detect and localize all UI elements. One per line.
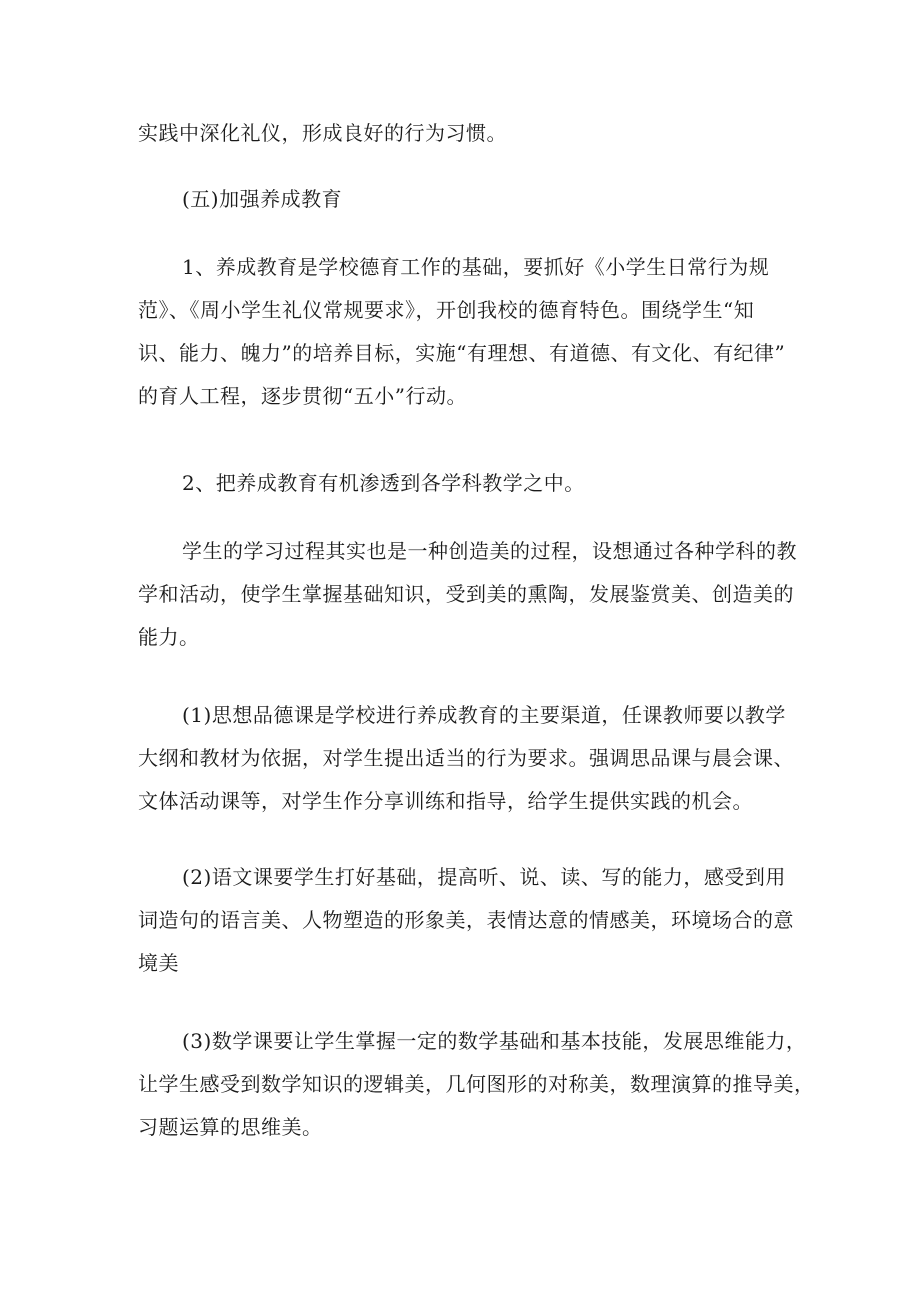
text-line: 学生的学习过程其实也是一种创造美的过程，设想通过各种学科的教 bbox=[182, 539, 797, 563]
text-line: 大纲和教材为依据，对学生提出适当的行为要求。强调思品课与晨会课、 bbox=[138, 746, 794, 770]
section-heading bbox=[138, 178, 798, 221]
text-line: (五)加强养成教育 bbox=[182, 187, 343, 211]
paragraph-subitem-3 bbox=[138, 1020, 815, 1149]
paragraph-item-2 bbox=[138, 462, 798, 505]
text-line: (3)数学课要让学生掌握一定的数学基础和基本技能，发展思维能力， bbox=[182, 1029, 807, 1053]
text-line: 习题运算的思维美。 bbox=[138, 1115, 323, 1139]
text-line: 的育人工程，逐步贯彻“五小”行动。 bbox=[138, 384, 467, 408]
text-line: 学和活动，使学生掌握基础知识，受到美的熏陶，发展鉴赏美、创造美的 bbox=[138, 582, 794, 606]
text-line: 范》、《周小学生礼仪常规要求》，开创我校的德育特色。围绕学生“知 bbox=[138, 298, 755, 322]
text-line: 境美 bbox=[138, 951, 179, 975]
paragraph-subitem-2 bbox=[138, 856, 798, 985]
paragraph-continuation bbox=[138, 112, 798, 155]
text-line: (2)语文课要学生打好基础，提高听、说、读、写的能力，感受到用 bbox=[182, 865, 786, 889]
text-line: (1)思想品德课是学校进行养成教育的主要渠道，任课教师要以教学 bbox=[182, 703, 786, 727]
text-line: 识、能力、魄力”的培养目标，实施“有理想、有道德、有文化、有纪律” bbox=[138, 341, 786, 365]
paragraph-body bbox=[138, 530, 798, 659]
text-line: 能力。 bbox=[138, 625, 200, 649]
text-line: 词造句的语言美、人物塑造的形象美，表情达意的情感美，环境场合的意 bbox=[138, 908, 794, 932]
paragraph-subitem-1 bbox=[138, 694, 798, 823]
text-line: 文体活动课等，对学生作分享训练和指导，给学生提供实践的机会。 bbox=[138, 789, 753, 813]
text-line: 2、把养成教育有机渗透到各学科教学之中。 bbox=[182, 471, 585, 495]
text-line: 1、养成教育是学校德育工作的基础，要抓好《小学生日常行为规 bbox=[182, 255, 770, 279]
text-line: 实践中深化礼仪，形成良好的行为习惯。 bbox=[138, 121, 507, 145]
text-line: 让学生感受到数学知识的逻辑美，几何图形的对称美，数理演算的推导美， bbox=[138, 1072, 815, 1096]
paragraph-item-1 bbox=[138, 246, 798, 418]
